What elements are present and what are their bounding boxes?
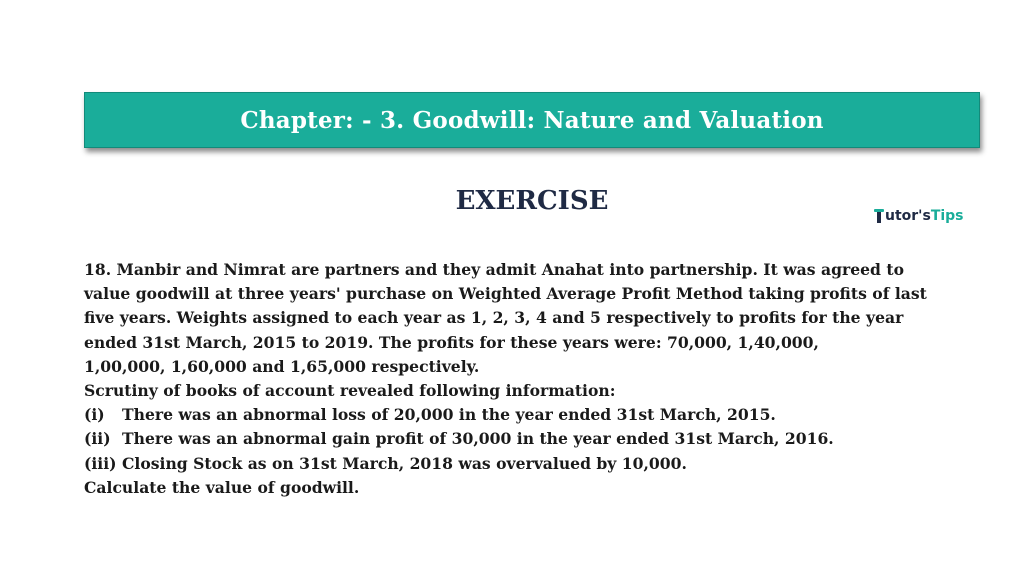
- tutors-tips-logo: [874, 208, 964, 224]
- info-item: [84, 403, 984, 427]
- info-item: [84, 427, 984, 451]
- question-line: value goodwill at three years' purchase on Weighted Average Profit Method taking profits of last: [84, 284, 927, 304]
- info-item-text: There was an abnormal loss of 20,000 in the year ended 31st March, 2015.: [122, 405, 776, 425]
- question-line: ended 31st March, 2015 to 2019. The profits for these years were: 70,000, 1,40,000,: [84, 332, 819, 352]
- question-line: five years. Weights assigned to each year as 1, 2, 3, 4 and 5 respectively to profits for the year: [84, 308, 904, 328]
- info-item-text: There was an abnormal gain profit of 30,000 in the year ended 31st March, 2016.: [122, 429, 834, 449]
- logo-text-tips: Tips: [930, 208, 964, 224]
- chapter-title: Chapter: - 3. Goodwill: Nature and Valuation: [240, 106, 824, 134]
- question-line: 1,00,000, 1,60,000 and 1,65,000 respectively.: [84, 356, 480, 376]
- info-item-text: Closing Stock as on 31st March, 2018 was overvalued by 10,000.: [122, 453, 687, 473]
- exercise-heading: EXERCISE: [455, 186, 609, 216]
- question-line: 18. Manbir and Nimrat are partners and they admit Anahat into partnership. It was agreed to: [84, 260, 904, 279]
- info-item-number: (i): [84, 405, 105, 425]
- logo-t-icon: [874, 209, 884, 223]
- chapter-banner: [84, 92, 980, 148]
- question-block: [84, 258, 984, 500]
- info-item: [84, 452, 984, 476]
- info-item-number: (ii): [84, 429, 111, 449]
- question-closing: Calculate the value of goodwill.: [84, 477, 360, 497]
- question-line: Scrutiny of books of account revealed following information:: [84, 381, 616, 401]
- info-item-number: (iii): [84, 453, 117, 473]
- logo-text-tutor: utor's: [885, 208, 931, 224]
